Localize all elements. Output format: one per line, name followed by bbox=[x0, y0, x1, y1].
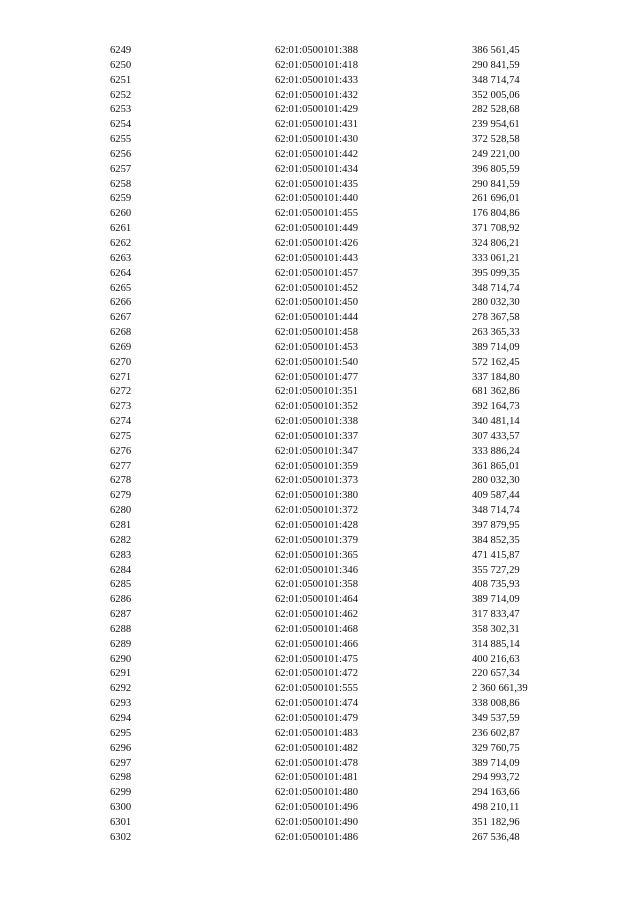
row-number: 6292 bbox=[110, 683, 132, 695]
row-number: 6267 bbox=[110, 312, 132, 324]
cadastral-number: 62:01:0500101:481 bbox=[275, 772, 358, 784]
cadastral-value: 290 841,59 bbox=[472, 59, 520, 71]
row-number: 6266 bbox=[110, 297, 132, 309]
table-row bbox=[0, 178, 640, 193]
cadastral-value-table bbox=[0, 44, 640, 846]
row-number: 6288 bbox=[110, 623, 132, 635]
table-row bbox=[0, 356, 640, 371]
row-number: 6255 bbox=[110, 134, 132, 146]
table-row bbox=[0, 252, 640, 267]
row-number: 6264 bbox=[110, 267, 132, 279]
cadastral-value: 249 221,00 bbox=[472, 148, 520, 160]
cadastral-number: 62:01:0500101:475 bbox=[275, 653, 358, 665]
cadastral-value: 239 954,61 bbox=[472, 119, 520, 131]
cadastral-value: 351 182,96 bbox=[472, 816, 520, 828]
cadastral-value: 349 537,59 bbox=[472, 712, 520, 724]
table-row bbox=[0, 59, 640, 74]
cadastral-number: 62:01:0500101:486 bbox=[275, 831, 358, 843]
table-row bbox=[0, 430, 640, 445]
cadastral-value: 396 805,59 bbox=[472, 163, 520, 175]
row-number: 6285 bbox=[110, 579, 132, 591]
table-row bbox=[0, 489, 640, 504]
table-row bbox=[0, 816, 640, 831]
cadastral-number: 62:01:0500101:346 bbox=[275, 564, 358, 576]
cadastral-number: 62:01:0500101:444 bbox=[275, 312, 358, 324]
table-row bbox=[0, 207, 640, 222]
cadastral-value: 384 852,35 bbox=[472, 534, 520, 546]
table-row bbox=[0, 400, 640, 415]
row-number: 6293 bbox=[110, 698, 132, 710]
table-row bbox=[0, 44, 640, 59]
cadastral-value: 280 032,30 bbox=[472, 475, 520, 487]
cadastral-number: 62:01:0500101:430 bbox=[275, 134, 358, 146]
row-number: 6282 bbox=[110, 534, 132, 546]
cadastral-value: 389 714,09 bbox=[472, 594, 520, 606]
cadastral-number: 62:01:0500101:478 bbox=[275, 757, 358, 769]
cadastral-number: 62:01:0500101:365 bbox=[275, 549, 358, 561]
cadastral-value: 324 806,21 bbox=[472, 237, 520, 249]
cadastral-value: 681 362,86 bbox=[472, 386, 520, 398]
row-number: 6269 bbox=[110, 341, 132, 353]
row-number: 6277 bbox=[110, 460, 132, 472]
cadastral-value: 307 433,57 bbox=[472, 430, 520, 442]
cadastral-number: 62:01:0500101:540 bbox=[275, 356, 358, 368]
cadastral-value: 371 708,92 bbox=[472, 223, 520, 235]
table-row bbox=[0, 163, 640, 178]
cadastral-number: 62:01:0500101:472 bbox=[275, 668, 358, 680]
table-row bbox=[0, 504, 640, 519]
row-number: 6271 bbox=[110, 371, 132, 383]
cadastral-number: 62:01:0500101:496 bbox=[275, 802, 358, 814]
cadastral-value: 329 760,75 bbox=[472, 742, 520, 754]
cadastral-value: 282 528,68 bbox=[472, 104, 520, 116]
cadastral-number: 62:01:0500101:482 bbox=[275, 742, 358, 754]
cadastral-value: 352 005,06 bbox=[472, 89, 520, 101]
row-number: 6278 bbox=[110, 475, 132, 487]
cadastral-value: 409 587,44 bbox=[472, 490, 520, 502]
cadastral-number: 62:01:0500101:433 bbox=[275, 74, 358, 86]
table-row bbox=[0, 474, 640, 489]
table-row bbox=[0, 385, 640, 400]
table-row bbox=[0, 697, 640, 712]
cadastral-number: 62:01:0500101:352 bbox=[275, 401, 358, 413]
table-row bbox=[0, 341, 640, 356]
table-row bbox=[0, 89, 640, 104]
table-row bbox=[0, 757, 640, 772]
table-row bbox=[0, 133, 640, 148]
cadastral-number: 62:01:0500101:477 bbox=[275, 371, 358, 383]
cadastral-number: 62:01:0500101:490 bbox=[275, 816, 358, 828]
row-number: 6258 bbox=[110, 178, 132, 190]
cadastral-value: 389 714,09 bbox=[472, 757, 520, 769]
table-row bbox=[0, 460, 640, 475]
table-row bbox=[0, 653, 640, 668]
cadastral-value: 400 216,63 bbox=[472, 653, 520, 665]
cadastral-number: 62:01:0500101:351 bbox=[275, 386, 358, 398]
table-row bbox=[0, 608, 640, 623]
table-row bbox=[0, 534, 640, 549]
row-number: 6290 bbox=[110, 653, 132, 665]
cadastral-value: 572 162,45 bbox=[472, 356, 520, 368]
table-row bbox=[0, 578, 640, 593]
cadastral-number: 62:01:0500101:337 bbox=[275, 430, 358, 442]
cadastral-value: 294 993,72 bbox=[472, 772, 520, 784]
cadastral-number: 62:01:0500101:458 bbox=[275, 327, 358, 339]
table-row bbox=[0, 831, 640, 846]
row-number: 6299 bbox=[110, 787, 132, 799]
cadastral-number: 62:01:0500101:418 bbox=[275, 59, 358, 71]
cadastral-value: 408 735,93 bbox=[472, 579, 520, 591]
cadastral-number: 62:01:0500101:388 bbox=[275, 45, 358, 56]
cadastral-number: 62:01:0500101:464 bbox=[275, 594, 358, 606]
table-row bbox=[0, 727, 640, 742]
row-number: 6251 bbox=[110, 74, 132, 86]
cadastral-number: 62:01:0500101:452 bbox=[275, 282, 358, 294]
cadastral-number: 62:01:0500101:347 bbox=[275, 445, 358, 457]
row-number: 6291 bbox=[110, 668, 132, 680]
row-number: 6298 bbox=[110, 772, 132, 784]
row-number: 6249 bbox=[110, 45, 132, 56]
cadastral-number: 62:01:0500101:480 bbox=[275, 787, 358, 799]
table-row bbox=[0, 771, 640, 786]
cadastral-value: 278 367,58 bbox=[472, 312, 520, 324]
table-row bbox=[0, 667, 640, 682]
cadastral-number: 62:01:0500101:359 bbox=[275, 460, 358, 472]
table-row bbox=[0, 742, 640, 757]
cadastral-value: 236 602,87 bbox=[472, 727, 520, 739]
table-row bbox=[0, 192, 640, 207]
cadastral-value: 358 302,31 bbox=[472, 623, 520, 635]
cadastral-number: 62:01:0500101:479 bbox=[275, 712, 358, 724]
table-row bbox=[0, 786, 640, 801]
row-number: 6274 bbox=[110, 416, 132, 428]
cadastral-number: 62:01:0500101:462 bbox=[275, 609, 358, 621]
table-row bbox=[0, 311, 640, 326]
cadastral-value: 395 099,35 bbox=[472, 267, 520, 279]
row-number: 6300 bbox=[110, 802, 132, 814]
table-row bbox=[0, 118, 640, 133]
cadastral-value: 389 714,09 bbox=[472, 341, 520, 353]
cadastral-number: 62:01:0500101:358 bbox=[275, 579, 358, 591]
cadastral-number: 62:01:0500101:455 bbox=[275, 208, 358, 220]
row-number: 6265 bbox=[110, 282, 132, 294]
cadastral-value: 348 714,74 bbox=[472, 74, 520, 86]
table-row bbox=[0, 415, 640, 430]
row-number: 6253 bbox=[110, 104, 132, 116]
row-number: 6259 bbox=[110, 193, 132, 205]
row-number: 6289 bbox=[110, 638, 132, 650]
cadastral-value: 498 210,11 bbox=[472, 802, 520, 814]
cadastral-value: 386 561,45 bbox=[472, 45, 520, 56]
cadastral-number: 62:01:0500101:372 bbox=[275, 505, 358, 517]
row-number: 6272 bbox=[110, 386, 132, 398]
cadastral-value: 317 833,47 bbox=[472, 609, 520, 621]
cadastral-value: 261 696,01 bbox=[472, 193, 520, 205]
cadastral-number: 62:01:0500101:435 bbox=[275, 178, 358, 190]
cadastral-number: 62:01:0500101:449 bbox=[275, 223, 358, 235]
table-row bbox=[0, 371, 640, 386]
table-row bbox=[0, 148, 640, 163]
cadastral-value: 392 164,73 bbox=[472, 401, 520, 413]
cadastral-value: 361 865,01 bbox=[472, 460, 520, 472]
row-number: 6273 bbox=[110, 401, 132, 413]
cadastral-number: 62:01:0500101:338 bbox=[275, 416, 358, 428]
row-number: 6302 bbox=[110, 831, 132, 843]
cadastral-number: 62:01:0500101:426 bbox=[275, 237, 358, 249]
table-row bbox=[0, 267, 640, 282]
cadastral-number: 62:01:0500101:432 bbox=[275, 89, 358, 101]
table-row bbox=[0, 103, 640, 118]
cadastral-value: 263 365,33 bbox=[472, 327, 520, 339]
row-number: 6261 bbox=[110, 223, 132, 235]
row-number: 6276 bbox=[110, 445, 132, 457]
table-row bbox=[0, 237, 640, 252]
table-row bbox=[0, 296, 640, 311]
cadastral-number: 62:01:0500101:434 bbox=[275, 163, 358, 175]
cadastral-number: 62:01:0500101:474 bbox=[275, 698, 358, 710]
cadastral-value: 294 163,66 bbox=[472, 787, 520, 799]
cadastral-value: 280 032,30 bbox=[472, 297, 520, 309]
cadastral-number: 62:01:0500101:373 bbox=[275, 475, 358, 487]
cadastral-number: 62:01:0500101:442 bbox=[275, 148, 358, 160]
row-number: 6281 bbox=[110, 520, 132, 531]
row-number: 6301 bbox=[110, 816, 132, 828]
cadastral-value: 348 714,74 bbox=[472, 282, 520, 294]
row-number: 6257 bbox=[110, 163, 132, 175]
cadastral-value: 176 804,86 bbox=[472, 208, 520, 220]
row-number: 6296 bbox=[110, 742, 132, 754]
cadastral-value: 290 841,59 bbox=[472, 178, 520, 190]
row-number: 6294 bbox=[110, 712, 132, 724]
row-number: 6262 bbox=[110, 237, 132, 249]
cadastral-value: 314 885,14 bbox=[472, 638, 520, 650]
row-number: 6254 bbox=[110, 119, 132, 131]
cadastral-value: 471 415,87 bbox=[472, 549, 520, 561]
row-number: 6260 bbox=[110, 208, 132, 220]
cadastral-number: 62:01:0500101:555 bbox=[275, 683, 358, 695]
row-number: 6250 bbox=[110, 59, 132, 71]
cadastral-number: 62:01:0500101:380 bbox=[275, 490, 358, 502]
cadastral-number: 62:01:0500101:440 bbox=[275, 193, 358, 205]
row-number: 6268 bbox=[110, 327, 132, 339]
cadastral-value: 337 184,80 bbox=[472, 371, 520, 383]
table-row bbox=[0, 593, 640, 608]
row-number: 6252 bbox=[110, 89, 132, 101]
table-row bbox=[0, 445, 640, 460]
table-row bbox=[0, 712, 640, 727]
table-row bbox=[0, 564, 640, 579]
cadastral-number: 62:01:0500101:453 bbox=[275, 341, 358, 353]
cadastral-value: 333 886,24 bbox=[472, 445, 520, 457]
cadastral-value: 267 536,48 bbox=[472, 831, 520, 843]
cadastral-value: 355 727,29 bbox=[472, 564, 520, 576]
row-number: 6283 bbox=[110, 549, 132, 561]
table-row bbox=[0, 326, 640, 341]
cadastral-number: 62:01:0500101:483 bbox=[275, 727, 358, 739]
table-row bbox=[0, 549, 640, 564]
cadastral-number: 62:01:0500101:443 bbox=[275, 252, 358, 264]
table-row bbox=[0, 222, 640, 237]
cadastral-number: 62:01:0500101:450 bbox=[275, 297, 358, 309]
row-number: 6295 bbox=[110, 727, 132, 739]
table-row bbox=[0, 638, 640, 653]
cadastral-value: 372 528,58 bbox=[472, 134, 520, 146]
table-row bbox=[0, 801, 640, 816]
cadastral-value: 2 360 661,39 bbox=[472, 683, 528, 695]
cadastral-number: 62:01:0500101:468 bbox=[275, 623, 358, 635]
cadastral-number: 62:01:0500101:457 bbox=[275, 267, 358, 279]
row-number: 6280 bbox=[110, 505, 132, 517]
cadastral-value: 348 714,74 bbox=[472, 505, 520, 517]
cadastral-number: 62:01:0500101:431 bbox=[275, 119, 358, 131]
cadastral-value: 397 879,95 bbox=[472, 520, 520, 531]
row-number: 6287 bbox=[110, 609, 132, 621]
row-number: 6279 bbox=[110, 490, 132, 502]
row-number: 6297 bbox=[110, 757, 132, 769]
table-row bbox=[0, 623, 640, 638]
cadastral-value: 340 481,14 bbox=[472, 416, 520, 428]
table-row bbox=[0, 682, 640, 697]
cadastral-value: 338 008,86 bbox=[472, 698, 520, 710]
table-row bbox=[0, 74, 640, 89]
cadastral-value: 333 061,21 bbox=[472, 252, 520, 264]
cadastral-number: 62:01:0500101:428 bbox=[275, 520, 358, 531]
table-row bbox=[0, 519, 640, 534]
cadastral-number: 62:01:0500101:466 bbox=[275, 638, 358, 650]
cadastral-number: 62:01:0500101:429 bbox=[275, 104, 358, 116]
row-number: 6284 bbox=[110, 564, 132, 576]
row-number: 6256 bbox=[110, 148, 132, 160]
cadastral-value: 220 657,34 bbox=[472, 668, 520, 680]
row-number: 6275 bbox=[110, 430, 132, 442]
row-number: 6263 bbox=[110, 252, 132, 264]
table-row bbox=[0, 282, 640, 297]
row-number: 6286 bbox=[110, 594, 132, 606]
row-number: 6270 bbox=[110, 356, 132, 368]
cadastral-number: 62:01:0500101:379 bbox=[275, 534, 358, 546]
